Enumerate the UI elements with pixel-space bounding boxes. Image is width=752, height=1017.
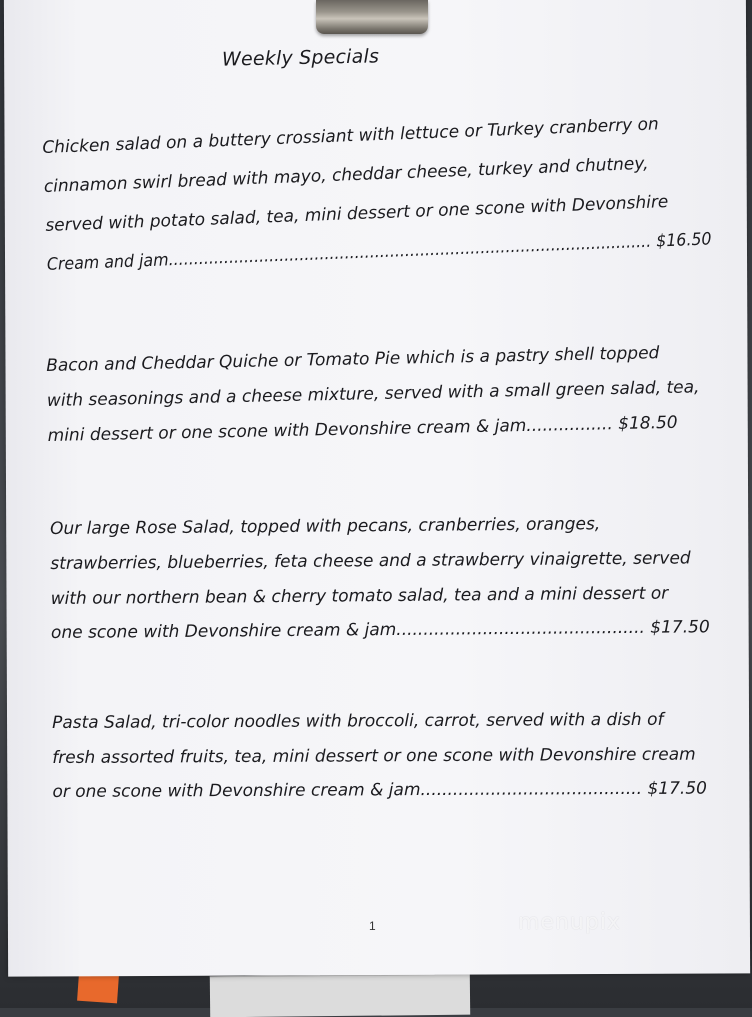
- item-price: $18.50: [617, 412, 678, 435]
- item-line: Bacon and Cheddar Quiche or Tomato Pie which is a pastry shell topped: [46, 343, 660, 376]
- item-line: strawberries, blueberries, feta cheese and a strawberry vinaigrette, served: [50, 548, 691, 574]
- item-line: fresh assorted fruits, tea, mini dessert or one scone with Devonshire cream: [52, 744, 696, 768]
- menu-title: Weekly Specials: [221, 45, 380, 71]
- item-line: cinnamon swirl bread with mayo, cheddar cheese, turkey and chutney,: [43, 153, 649, 197]
- item-price-line: [52, 779, 707, 802]
- item-price: $17.50: [650, 617, 710, 638]
- item-last-text: mini dessert or one scone with Devonshire cream & jam: [47, 415, 527, 446]
- item-line: Chicken salad on a buttery crossiant with lettuce or Turkey cranberry on: [42, 114, 660, 158]
- item-line: with seasonings and a cheese mixture, served with a small green salad, tea,: [46, 377, 700, 411]
- dot-leader: ..............................................: [396, 617, 645, 640]
- underlying-paper: [210, 974, 470, 1017]
- item-last-text: Cream and jam: [46, 250, 169, 275]
- item-line: with our northern bean & cherry tomato salad, tea and a mini dessert or: [50, 583, 669, 609]
- item-last-text: or one scone with Devonshire cream & jam: [52, 780, 421, 802]
- orange-note-tab: [77, 973, 119, 1004]
- binder-clip: [316, 0, 428, 34]
- item-line: Pasta Salad, tri-color noodles with broccoli, carrot, served with a dish of: [52, 709, 664, 733]
- item-line: served with potato salad, tea, mini dessert or one scone with Devonshire: [44, 192, 669, 236]
- dot-leader: ................................................................................................: [168, 231, 652, 271]
- watermark-logo: menupix: [518, 910, 621, 935]
- dot-leader: ................: [526, 414, 613, 436]
- item-price: $17.50: [647, 778, 707, 799]
- item-last-text: one scone with Devonshire cream & jam: [50, 619, 397, 643]
- dot-leader: .........................................: [420, 778, 643, 801]
- page-number: 1: [369, 919, 376, 933]
- item-price: $16.50: [655, 229, 712, 252]
- item-line: Our large Rose Salad, topped with pecans, cranberries, oranges,: [50, 514, 601, 539]
